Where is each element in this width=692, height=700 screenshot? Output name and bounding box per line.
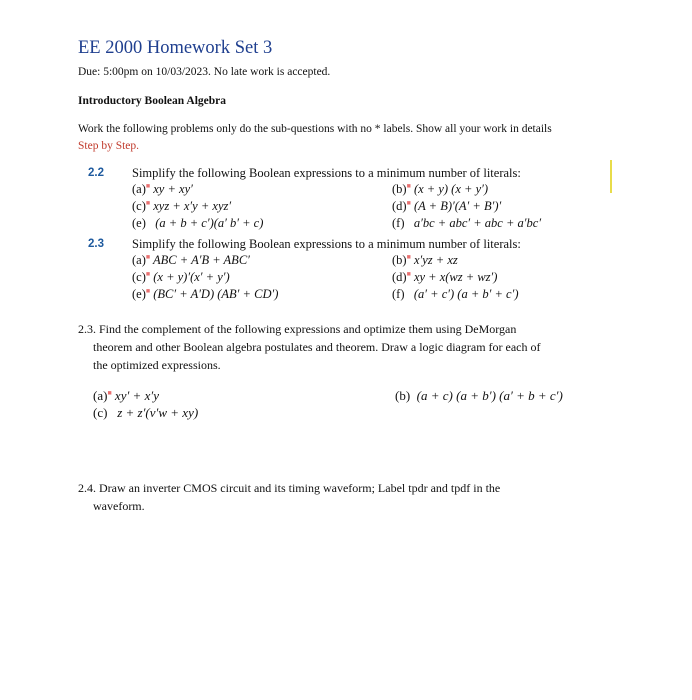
item-label: (e)	[132, 287, 146, 301]
item-label: (b)	[392, 253, 407, 267]
star-marker-icon: ■	[406, 270, 411, 278]
problem-prompt: Simplify the following Boolean expressions to a minimum number of literals:	[132, 237, 521, 251]
item-expression: (A + B)′(A′ + B′)′	[413, 199, 502, 213]
star-marker-icon: ■	[406, 182, 411, 190]
item-label: (b)	[395, 388, 411, 403]
question-text: the optimized expressions.	[93, 358, 221, 372]
question-text: waveform.	[93, 499, 145, 513]
list-item	[392, 199, 501, 214]
list-item	[132, 182, 193, 197]
question-text: 2.4. Draw an inverter CMOS circuit and its timing waveform; Label tpdr and tpdf in the	[78, 481, 501, 495]
item-label: (c)	[93, 405, 108, 420]
list-item	[132, 199, 231, 214]
item-label: (a)	[132, 253, 146, 267]
star-marker-icon: ■	[406, 199, 411, 207]
item-expression: z + z′(v′w + xy)	[117, 405, 199, 420]
item-expression: (x + y) (x + y′)	[413, 182, 489, 196]
item-label: (d)	[392, 199, 407, 213]
margin-highlight-bar	[610, 160, 612, 193]
star-marker-icon: ■	[145, 287, 151, 295]
item-label: (b)	[392, 182, 407, 196]
list-item	[392, 216, 541, 231]
list-item	[392, 253, 458, 268]
question-text: theorem and other Boolean algebra postulates and theorem. Draw a logic diagram for each of	[93, 340, 541, 354]
question-text: 2.3. Find the complement of the following expressions and optimize them using DeMorgan	[78, 322, 517, 336]
item-label: (a)	[132, 182, 146, 196]
star-marker-icon: ■	[406, 253, 411, 261]
item-label: (d)	[392, 270, 407, 284]
item-expression: x′yz + xz	[413, 253, 458, 267]
due-date: Due: 5:00pm on 10/03/2023. No late work is accepted.	[78, 66, 331, 78]
item-label: (f)	[392, 287, 405, 301]
star-marker-icon: ■	[145, 182, 151, 190]
item-expression: (a′ + c′) (a + b′ + c′)	[413, 287, 519, 301]
item-expression: ABC + A′B + ABC′	[153, 253, 250, 267]
problem-prompt: Simplify the following Boolean expressions to a minimum number of literals:	[132, 166, 521, 180]
item-label: (c)	[132, 199, 146, 213]
item-label: (f)	[392, 216, 405, 230]
item-expression: a′bc + abc′ + abc + a′bc′	[413, 216, 542, 230]
item-label: (c)	[132, 270, 146, 284]
list-item	[132, 287, 278, 302]
star-marker-icon: ■	[107, 389, 112, 397]
list-item	[132, 216, 263, 231]
item-expression: (BC′ + A′D) (AB′ + CD′)	[153, 287, 279, 301]
list-item	[132, 253, 250, 268]
list-item	[392, 182, 488, 197]
star-marker-icon: ■	[145, 253, 151, 261]
instructions: Work the following problems only do the sub-questions with no * labels. Show all your work in details	[78, 123, 552, 135]
page-title: EE 2000 Homework Set 3	[78, 38, 273, 58]
list-item	[392, 287, 519, 302]
section-heading: Introductory Boolean Algebra	[78, 95, 227, 107]
list-item	[93, 405, 198, 421]
problem-number: 2.3	[88, 238, 104, 250]
instructions-highlight: Step by Step.	[78, 140, 140, 152]
item-label: (e)	[132, 216, 146, 230]
item-expression: xy + xy′	[153, 182, 193, 196]
item-expression: (a + b + c′)(a′ b′ + c)	[155, 216, 264, 230]
star-marker-icon: ■	[145, 199, 151, 207]
item-expression: xy + x(wz + wz′)	[413, 270, 498, 284]
problem-number: 2.2	[88, 167, 104, 179]
item-expression: xyz + x′y + xyz′	[153, 199, 232, 213]
item-expression: (x + y)′(x′ + y′)	[153, 270, 230, 284]
item-expression: (a + c) (a + b′) (a′ + b + c′)	[416, 388, 563, 403]
item-label: (a)	[93, 388, 108, 403]
item-expression: xy′ + x′y	[114, 388, 159, 403]
list-item	[93, 388, 159, 404]
list-item	[395, 388, 563, 404]
list-item	[132, 270, 230, 285]
star-marker-icon: ■	[145, 270, 151, 278]
list-item	[392, 270, 497, 285]
